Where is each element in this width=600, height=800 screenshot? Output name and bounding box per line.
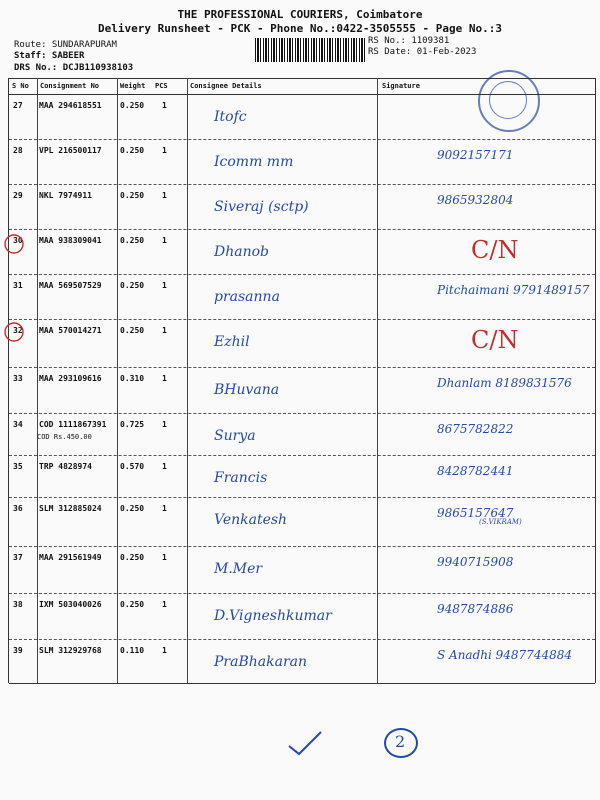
row-divider: [9, 413, 595, 414]
row-divider: [9, 593, 595, 594]
row-pcs: 1: [162, 420, 167, 429]
row-consignee-handwriting: Venkatesh: [214, 512, 288, 528]
row-sno: 32: [13, 326, 23, 335]
row-weight: 0.310: [120, 374, 145, 383]
row-consignment: COD 1111867391: [39, 420, 107, 429]
col-header-sno: S No: [12, 82, 29, 90]
row-consignee-handwriting: Siveraj (sctp): [214, 199, 309, 215]
row-weight: 0.250: [120, 600, 145, 609]
row-consignment: MAA 569507529: [39, 281, 102, 290]
row-sno: 38: [13, 600, 23, 609]
rs-number: RS No.: 1109381: [368, 36, 450, 46]
row-cod-amount: COD Rs.450.00: [37, 433, 92, 441]
row-signature-handwriting: 8428782441: [437, 464, 514, 478]
row-consignee-handwriting: Francis: [214, 470, 268, 486]
row-weight: 0.250: [120, 281, 145, 290]
row-pcs: 1: [162, 600, 167, 609]
row-pcs: 1: [162, 462, 167, 471]
row-consignee-handwriting: PraBhakaran: [214, 654, 307, 670]
row-divider: [9, 546, 595, 547]
row-signature-note: (S.VIKRAM): [479, 518, 522, 526]
row-signature-handwriting: C/N: [471, 326, 519, 354]
row-signature-handwriting: 9940715908: [437, 555, 514, 569]
drs-number: DRS No.: DCJB110938103: [14, 63, 134, 73]
row-weight: 0.250: [120, 553, 145, 562]
row-consignment: MAA 293109616: [39, 374, 102, 383]
row-pcs: 1: [162, 191, 167, 200]
row-sno: 30: [13, 236, 23, 245]
row-consignment: VPL 216500117: [39, 146, 102, 155]
row-consignee-handwriting: Surya: [214, 428, 256, 444]
row-consignment: SLM 312885024: [39, 504, 102, 513]
row-consignment: MAA 570014271: [39, 326, 102, 335]
row-consignment: MAA 291561949: [39, 553, 102, 562]
row-divider: [9, 367, 595, 368]
row-divider: [9, 639, 595, 640]
row-pcs: 1: [162, 553, 167, 562]
row-divider: [9, 274, 595, 275]
row-signature-handwriting: 9865157647: [437, 506, 514, 520]
row-consignment: TRP 4828974: [39, 462, 92, 471]
row-consignee-handwriting: prasanna: [214, 289, 280, 305]
col-header-weight: Weight: [120, 82, 146, 90]
runsheet-table: [8, 78, 596, 683]
row-consignee-handwriting: BHuvana: [214, 382, 280, 398]
row-pcs: 1: [162, 646, 167, 655]
row-consignee-handwriting: Ezhil: [214, 334, 250, 350]
row-pcs: 1: [162, 281, 167, 290]
row-weight: 0.250: [120, 504, 145, 513]
row-sno: 29: [13, 191, 23, 200]
col-header-pcs: PCS: [155, 82, 168, 90]
row-pcs: 1: [162, 101, 167, 110]
col-header-signature: Signature: [382, 82, 420, 90]
row-consignee-handwriting: Dhanob: [214, 244, 269, 260]
barcode: [255, 38, 365, 62]
row-weight: 0.250: [120, 146, 145, 155]
row-consignment: MAA 294618551: [39, 101, 102, 110]
staff-label: Staff: SABEER: [14, 51, 85, 61]
row-consignee-handwriting: M.Mer: [214, 561, 263, 577]
row-sno: 34: [13, 420, 23, 429]
row-consignment: IXM 503040026: [39, 600, 102, 609]
row-pcs: 1: [162, 504, 167, 513]
row-weight: 0.250: [120, 101, 145, 110]
checkmark-icon: [285, 728, 325, 758]
row-signature-handwriting: C/N: [471, 236, 519, 264]
page-mark-circle: [384, 728, 418, 758]
row-divider: [9, 319, 595, 320]
row-pcs: 1: [162, 374, 167, 383]
row-pcs: 1: [162, 236, 167, 245]
row-consignee-handwriting: Itofc: [214, 109, 247, 125]
row-sno: 35: [13, 462, 23, 471]
row-divider: [9, 229, 595, 230]
row-consignment: SLM 312929768: [39, 646, 102, 655]
row-pcs: 1: [162, 146, 167, 155]
col-header-consignee: Consignee Details: [190, 82, 262, 90]
row-signature-handwriting: 9487874886: [437, 602, 514, 616]
row-divider: [9, 184, 595, 185]
row-sno: 36: [13, 504, 23, 513]
page-mark-number: 2: [395, 732, 406, 751]
row-signature-handwriting: 9865932804: [437, 193, 514, 207]
runsheet-title: Delivery Runsheet - PCK - Phone No.:0422-3505555 - Page No.:3: [98, 22, 502, 35]
row-divider: [9, 455, 595, 456]
row-consignment: MAA 938309041: [39, 236, 102, 245]
rs-date: RS Date: 01-Feb-2023: [368, 47, 477, 57]
row-signature-handwriting: 8675782822: [437, 422, 514, 436]
row-sno: 33: [13, 374, 23, 383]
row-consignee-handwriting: D.Vigneshkumar: [214, 608, 332, 624]
row-divider: [9, 497, 595, 498]
row-signature-handwriting: 9092157171: [437, 148, 514, 162]
row-signature-handwriting: S Anadhi 9487744884: [437, 648, 572, 662]
row-weight: 0.250: [120, 326, 145, 335]
page-title: THE PROFESSIONAL COURIERS, Coimbatore: [177, 8, 423, 21]
row-consignee-handwriting: Icomm mm: [214, 154, 294, 170]
route-label: Route: SUNDARAPURAM: [14, 40, 117, 50]
row-pcs: 1: [162, 326, 167, 335]
row-weight: 0.250: [120, 191, 145, 200]
row-weight: 0.570: [120, 462, 145, 471]
row-consignment: NKL 7974911: [39, 191, 92, 200]
row-signature-handwriting: Pitchaimani 9791489157: [437, 283, 590, 297]
row-sno: 31: [13, 281, 23, 290]
row-signature-handwriting: Dhanlam 8189831576: [437, 376, 572, 390]
row-divider: [9, 139, 595, 140]
row-sno: 27: [13, 101, 23, 110]
row-sno: 28: [13, 146, 23, 155]
row-weight: 0.725: [120, 420, 145, 429]
col-header-consignment: Consignment No: [40, 82, 100, 90]
row-sno: 39: [13, 646, 23, 655]
row-weight: 0.250: [120, 236, 145, 245]
row-sno: 37: [13, 553, 23, 562]
row-weight: 0.110: [120, 646, 145, 655]
